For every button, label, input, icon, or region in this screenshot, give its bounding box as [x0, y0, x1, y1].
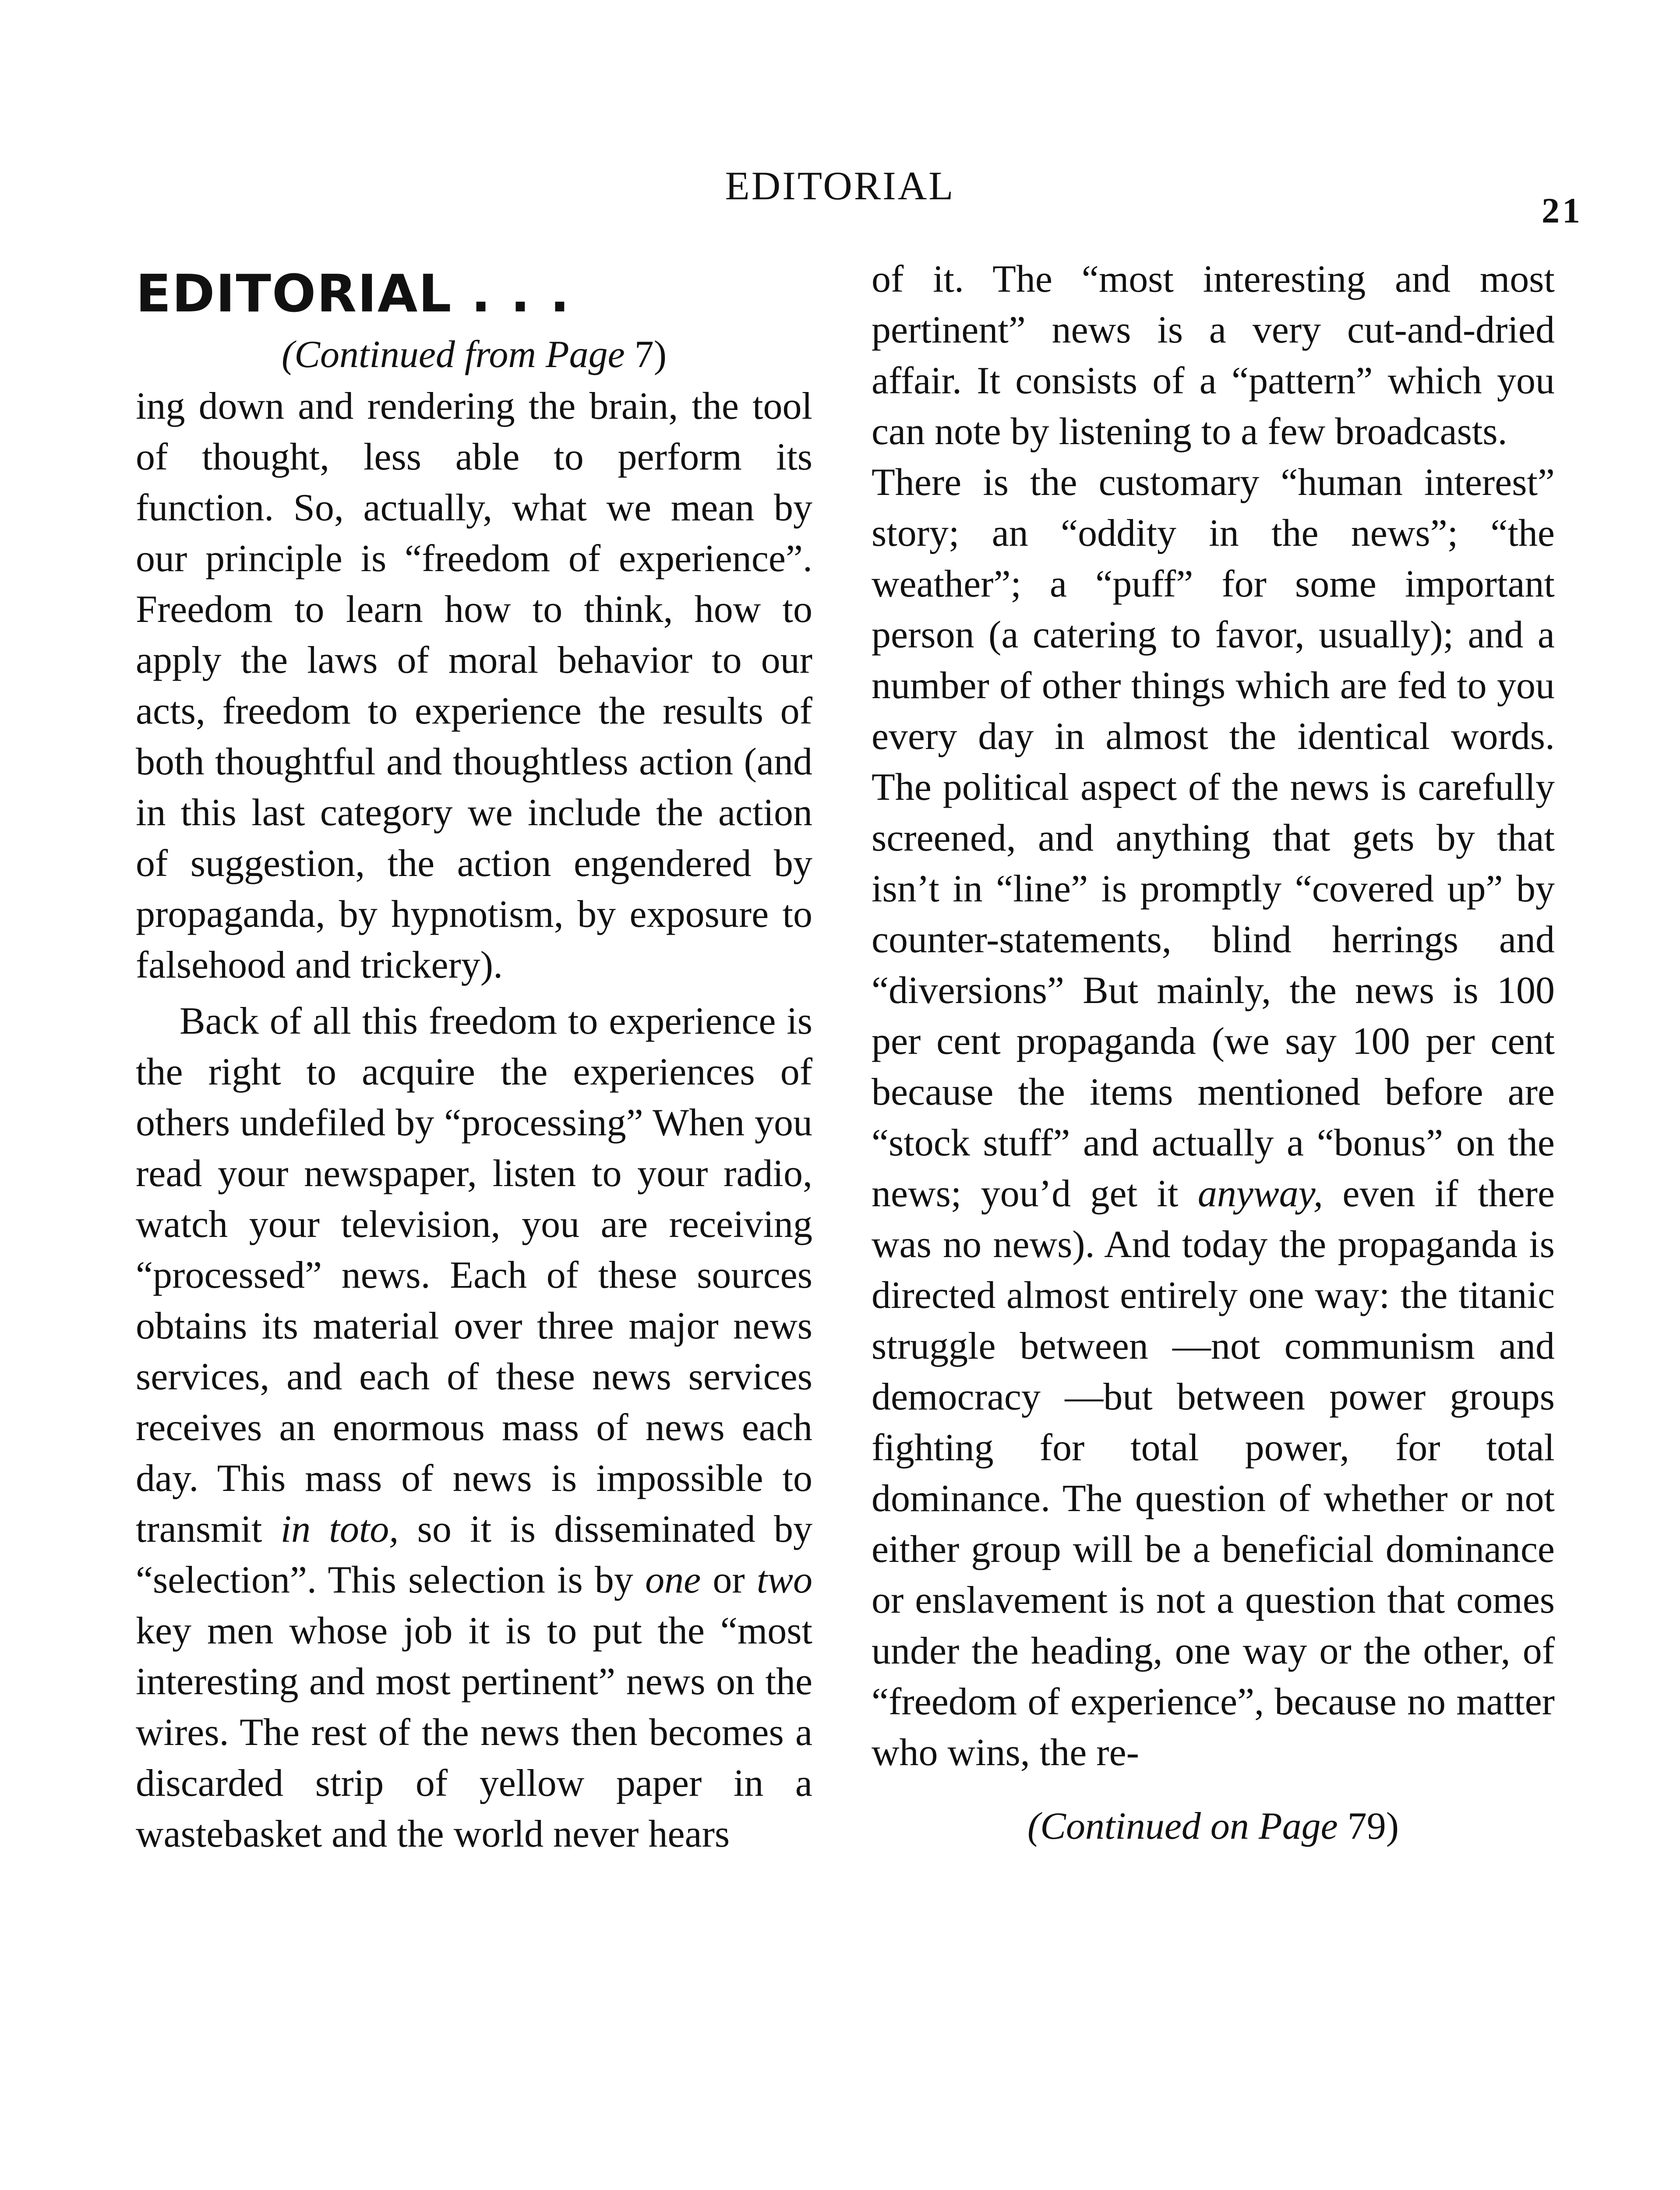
body-paragraph: ing down and rendering the brain, the tool of thought, less able to perform its function. So, actually, what we mean by our principle is “freedom of experience”. Freedom to learn how to think, how to apply the laws of moral behavior to our acts, freedom to experience the results of both thoughtful and thoughtless action (and in this last category we include the action of suggestion, the action engendered by propaganda, by hypnotism, by exposure to falsehood and trickery).: [136, 385, 812, 986]
text-run: even if there was no news). And today the propaganda is directed almost entirely one way: the titanic struggle between —not communism and democracy —but between power groups fighting for total power, for total dominance. The question of whether or not either group will be a beneficial dominance or enslavement is not a question that comes under the heading, one way or the other, of “freedom of experience”, because no matter who wins, the re-: [872, 1173, 1555, 1774]
left-column: [136, 254, 812, 1860]
text-run: There is the customary “human interest” story; an “oddity in the news”; “the weather”; a “puff” for some important person (a catering to favor, usually); and a number of other things which are fed to you every day in almost the identical words. The political aspect of the news is carefully screened, and anything that gets by that isn’t in “line” is promptly “covered up” by counter-statements, blind herrings and “diversions” But mainly, the news is 100 per cent propaganda (we say 100 per cent because the items mentioned before are “stock stuff” and actually a “bonus” on the news; you’d get it: [872, 461, 1555, 1215]
continued-from-label: (Continued from Page: [281, 333, 625, 376]
right-column: [872, 254, 1555, 1853]
body-paragraph: of it. The “most interesting and most pertinent” news is a very cut-and-dried affair. It consists of a “pattern” which you can note by listening to a few broadcasts.: [872, 258, 1555, 453]
text-run: so it is disseminated by “selection”. This selection is by: [136, 1508, 812, 1601]
italic-text: two: [756, 1559, 813, 1601]
text-run: key men whose job it is to put the “most interesting and most pertinent” news on the wires. The rest of the news then becomes a discarded strip of yellow paper in a wastebasket and the world never hears: [136, 1610, 812, 1855]
page-number: 21: [1542, 191, 1583, 230]
article-heading: EDITORIAL . . .: [136, 263, 571, 324]
text-run: or: [713, 1559, 745, 1601]
text-run: Back of all this freedom to experience is the right to acquire the experiences of others undefiled by “processing” When you read your newspaper, listen to your radio, watch your television, you are receiving “processed” news. Each of these sources obtains its material over three major news services, and each of these news services receives an enormous mass of news each day. This mass of news is impossible to transmit: [136, 1000, 812, 1551]
continued-on-label: (Continued on Page: [1027, 1805, 1338, 1847]
body-paragraph: [872, 457, 1555, 1778]
running-head: EDITORIAL: [725, 163, 955, 208]
italic-text: one: [645, 1559, 701, 1601]
body-paragraph: [136, 996, 812, 1860]
continued-from-page: 7): [634, 333, 667, 376]
italic-text: anyway,: [1197, 1173, 1323, 1215]
continued-on-page: 79): [1347, 1805, 1399, 1847]
continued-from-note: [136, 328, 812, 381]
italic-text: in toto,: [280, 1508, 399, 1551]
continued-on-note: [872, 1800, 1555, 1853]
